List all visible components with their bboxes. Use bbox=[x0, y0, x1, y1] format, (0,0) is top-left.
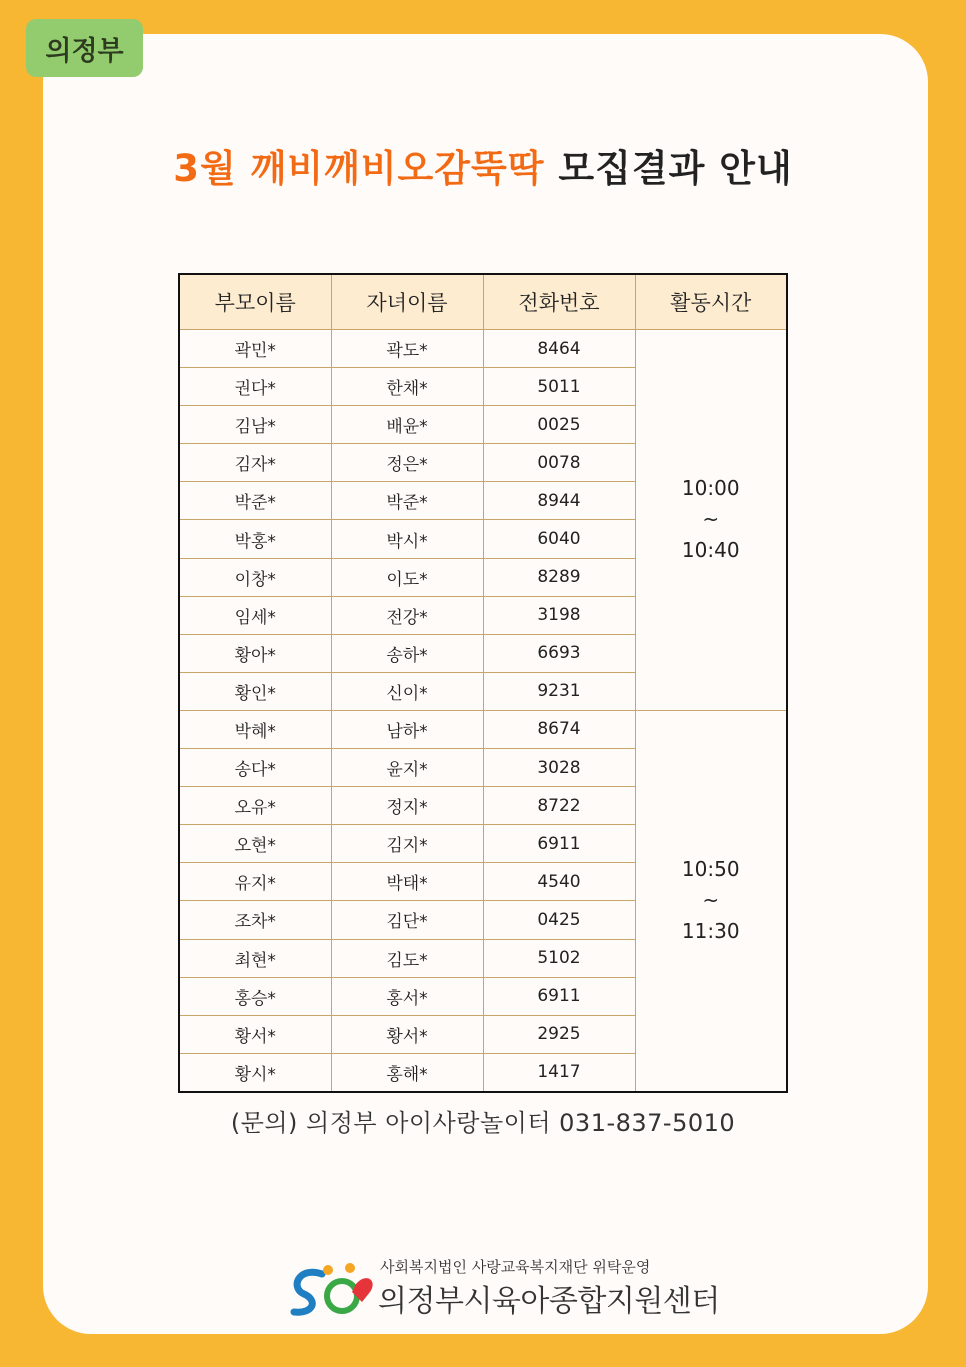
parent-name-cell: 조차* bbox=[179, 901, 331, 939]
phone-cell: 8944 bbox=[483, 482, 635, 520]
header-child-name: 자녀이름 bbox=[331, 274, 483, 330]
child-name-cell: 전강* bbox=[331, 596, 483, 634]
time-slot-end: 10:40 bbox=[681, 538, 740, 563]
parent-name-cell: 박홍* bbox=[179, 520, 331, 558]
table-body bbox=[179, 330, 787, 1093]
child-name-cell: 황서* bbox=[331, 1015, 483, 1053]
phone-cell: 5102 bbox=[483, 939, 635, 977]
child-name-cell: 박준* bbox=[331, 482, 483, 520]
header-phone: 전화번호 bbox=[483, 274, 635, 330]
footer-logo-block bbox=[288, 1256, 728, 1318]
phone-cell: 0425 bbox=[483, 901, 635, 939]
child-name-cell: 홍해* bbox=[331, 1053, 483, 1092]
time-slot-end: 11:30 bbox=[681, 919, 740, 944]
parent-name-cell: 황인* bbox=[179, 672, 331, 710]
phone-cell: 8674 bbox=[483, 710, 635, 748]
region-tag: 의정부 bbox=[26, 19, 143, 77]
phone-cell: 3028 bbox=[483, 749, 635, 787]
phone-cell: 6040 bbox=[483, 520, 635, 558]
parent-name-cell: 박준* bbox=[179, 482, 331, 520]
child-name-cell: 배윤* bbox=[331, 406, 483, 444]
child-name-cell: 김단* bbox=[331, 901, 483, 939]
child-name-cell: 신이* bbox=[331, 672, 483, 710]
parent-name-cell: 황시* bbox=[179, 1053, 331, 1092]
table-row bbox=[179, 330, 787, 368]
parent-name-cell: 김남* bbox=[179, 406, 331, 444]
title-accent: 3월 깨비깨비오감뚝딱 bbox=[173, 147, 545, 190]
title-plain: 모집결과 안내 bbox=[558, 147, 793, 190]
time-slot-sep: ~ bbox=[702, 888, 720, 913]
phone-cell: 8289 bbox=[483, 558, 635, 596]
time-slot-sep: ~ bbox=[702, 507, 720, 532]
result-table bbox=[178, 273, 788, 1093]
child-name-cell: 박시* bbox=[331, 520, 483, 558]
child-name-cell: 정지* bbox=[331, 787, 483, 825]
phone-cell: 8722 bbox=[483, 787, 635, 825]
phone-cell: 3198 bbox=[483, 596, 635, 634]
phone-cell: 5011 bbox=[483, 368, 635, 406]
time-slot-start: 10:00 bbox=[681, 476, 740, 501]
time-slot-cell bbox=[635, 330, 787, 711]
child-name-cell: 김지* bbox=[331, 825, 483, 863]
time-slot-start: 10:50 bbox=[681, 857, 740, 882]
parent-name-cell: 최현* bbox=[179, 939, 331, 977]
table-header-row bbox=[179, 274, 787, 330]
parent-name-cell: 유지* bbox=[179, 863, 331, 901]
child-name-cell: 한채* bbox=[331, 368, 483, 406]
child-name-cell: 박태* bbox=[331, 863, 483, 901]
parent-name-cell: 이창* bbox=[179, 558, 331, 596]
parent-name-cell: 임세* bbox=[179, 596, 331, 634]
page-title bbox=[0, 138, 966, 192]
footer-operator: 사회복지법인 사랑교육복지재단 위탁운영 bbox=[380, 1258, 651, 1276]
parent-name-cell: 황서* bbox=[179, 1015, 331, 1053]
parent-name-cell: 황아* bbox=[179, 634, 331, 672]
child-name-cell: 정은* bbox=[331, 444, 483, 482]
phone-cell: 6693 bbox=[483, 634, 635, 672]
child-name-cell: 곽도* bbox=[331, 330, 483, 368]
phone-cell: 0078 bbox=[483, 444, 635, 482]
parent-name-cell: 박혜* bbox=[179, 710, 331, 748]
phone-cell: 8464 bbox=[483, 330, 635, 368]
phone-cell: 6911 bbox=[483, 825, 635, 863]
contact-info: (문의) 의정부 아이사랑놀이터 031-837-5010 bbox=[230, 1109, 736, 1137]
footer-center-name: 의정부시육아종합지원센터 bbox=[378, 1284, 720, 1319]
parent-name-cell: 송다* bbox=[179, 749, 331, 787]
phone-cell: 9231 bbox=[483, 672, 635, 710]
parent-name-cell: 곽민* bbox=[179, 330, 331, 368]
phone-cell: 0025 bbox=[483, 406, 635, 444]
phone-cell: 2925 bbox=[483, 1015, 635, 1053]
phone-cell: 1417 bbox=[483, 1053, 635, 1092]
parent-name-cell: 오현* bbox=[179, 825, 331, 863]
parent-name-cell: 권다* bbox=[179, 368, 331, 406]
parent-name-cell: 오유* bbox=[179, 787, 331, 825]
header-time: 활동시간 bbox=[635, 274, 787, 330]
time-slot-cell bbox=[635, 710, 787, 1092]
child-name-cell: 윤지* bbox=[331, 749, 483, 787]
child-name-cell: 김도* bbox=[331, 939, 483, 977]
phone-cell: 4540 bbox=[483, 863, 635, 901]
center-logo-icon bbox=[288, 1262, 378, 1318]
child-name-cell: 이도* bbox=[331, 558, 483, 596]
child-name-cell: 홍서* bbox=[331, 977, 483, 1015]
header-parent-name: 부모이름 bbox=[179, 274, 331, 330]
parent-name-cell: 홍승* bbox=[179, 977, 331, 1015]
child-name-cell: 남하* bbox=[331, 710, 483, 748]
table-row bbox=[179, 710, 787, 748]
phone-cell: 6911 bbox=[483, 977, 635, 1015]
parent-name-cell: 김자* bbox=[179, 444, 331, 482]
child-name-cell: 송하* bbox=[331, 634, 483, 672]
